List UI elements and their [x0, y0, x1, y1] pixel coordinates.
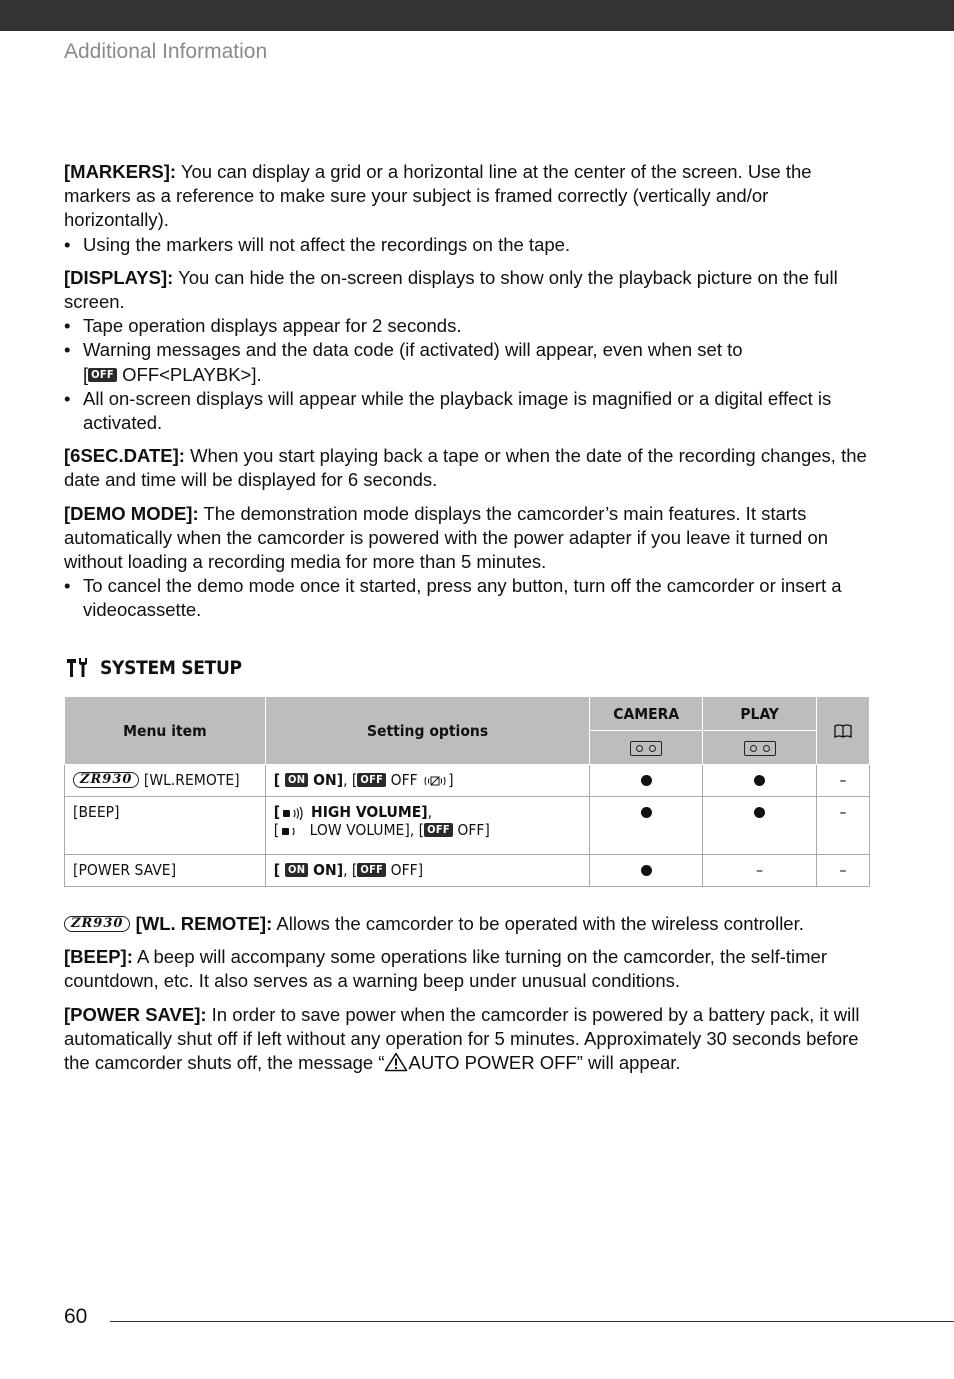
bracket: [ — [273, 803, 281, 821]
demo-label: [DEMO MODE]: — [64, 502, 199, 524]
header-camera: CAMERA — [590, 697, 703, 731]
camera-cell — [590, 765, 703, 797]
power-save-text-end: AUTO POWER OFF” will appear. — [408, 1052, 681, 1074]
beep-label: [BEEP]: — [64, 946, 133, 968]
options-cell — [265, 765, 590, 797]
header-menu-item: Menu item — [65, 697, 266, 765]
high-volume-icon — [280, 806, 306, 820]
off-badge-icon: OFF — [357, 773, 386, 787]
camera-cell — [590, 797, 703, 855]
demo-text: The demonstration mode displays the camcorder’s main features. It starts automatically when the camcorder is powered with the power adapter if you leave it turned on without loading a recording media for more than 5 minutes. — [64, 502, 829, 573]
sixsec-text: When you start playing back a tape or when the date of the recording changes, the date and time will be displayed for 6 seconds. — [64, 445, 867, 491]
on-badge-icon: ON — [285, 773, 308, 787]
top-bar — [0, 0, 954, 31]
markers-text: You can display a grid or a horizontal line at the center of the screen. Use the markers as a reference to make sure your subject is framed correctly (vertically and/or horizontally). — [64, 161, 812, 231]
tape-icon — [744, 741, 776, 756]
tape-icon — [630, 741, 662, 756]
available-dot-icon — [641, 807, 652, 818]
table-row — [65, 855, 870, 887]
menu-item-cell: [BEEP] — [65, 797, 266, 855]
header-play-tape — [703, 731, 817, 765]
list-item: • All on-screen displays will appear while the playback image is magnified or a digital effect is activated. — [64, 387, 870, 435]
bracket: ] — [448, 771, 454, 789]
demo-paragraph — [64, 502, 870, 575]
system-setup-icon — [64, 656, 92, 680]
displays-paragraph — [64, 266, 870, 314]
table-row — [65, 797, 870, 855]
lower-content — [64, 912, 874, 1084]
menu-item-label: [WL.REMOTE] — [143, 771, 240, 789]
header-play: PLAY — [703, 697, 817, 731]
play-cell — [703, 765, 817, 797]
sixsec-paragraph — [64, 444, 870, 492]
bullet-text: OFF<PLAYBK>]. — [116, 363, 262, 385]
markers-paragraph — [64, 160, 870, 233]
remote-sensor-icon — [422, 774, 448, 788]
beep-paragraph — [64, 945, 874, 993]
zr930-model-icon: ZR930 — [73, 772, 139, 788]
main-content — [64, 160, 870, 632]
wl-remote-label: [WL. REMOTE]: — [130, 913, 273, 934]
list-item: • To cancel the demo mode once it started, press any button, turn off the camcorder or insert a videocassette. — [64, 574, 870, 622]
warning-icon — [384, 1052, 408, 1072]
displays-bullets — [64, 314, 870, 435]
off-badge-icon: OFF — [88, 368, 117, 382]
low-volume-icon — [279, 824, 305, 838]
option-text: OFF] — [386, 861, 424, 879]
bracket-open: [ — [83, 363, 89, 385]
power-save-paragraph — [64, 1003, 874, 1076]
options-cell — [265, 797, 590, 855]
camera-cell — [590, 855, 703, 887]
ref-cell: – — [817, 855, 870, 887]
list-item — [64, 338, 870, 386]
footer-rule — [110, 1321, 954, 1322]
off-badge-icon: OFF — [357, 863, 386, 877]
list-item: • Tape operation displays appear for 2 seconds. — [64, 314, 870, 338]
bracket: [ — [273, 861, 281, 879]
header-setting-options: Setting options — [265, 697, 590, 765]
menu-item-cell — [65, 765, 266, 797]
power-save-text: In order to save power when the camcorder is powered by a battery pack, it will automatically shut off if left without any operation for 5 minutes. Approximately 30 seconds before the camcorder shuts off, the message “ — [64, 1003, 860, 1074]
separator: , [ — [343, 861, 358, 879]
power-save-label: [POWER SAVE]: — [64, 1003, 207, 1025]
system-setup-title: SYSTEM SETUP — [100, 657, 242, 679]
option-text: OFF — [386, 771, 418, 789]
option-text: ON] — [308, 771, 344, 789]
play-cell — [703, 797, 817, 855]
bracket: [ — [273, 771, 281, 789]
header-reference — [817, 697, 870, 765]
page-number: 60 — [64, 1305, 88, 1328]
bullet-text: Warning messages and the data code (if activated) will appear, even when set to — [83, 339, 743, 361]
on-badge-icon: ON — [285, 863, 308, 877]
table-row — [65, 765, 870, 797]
option-text: LOW VOLUME], [ — [305, 821, 425, 839]
available-dot-icon — [641, 865, 652, 876]
wl-remote-text: Allows the camcorder to be operated with the wireless controller. — [272, 913, 804, 934]
available-dot-icon — [754, 807, 765, 818]
available-dot-icon — [641, 775, 652, 786]
sixsec-label: [6SEC.DATE]: — [64, 445, 185, 467]
zr930-model-icon: ZR930 — [64, 916, 130, 932]
displays-text: You can hide the on-screen displays to show only the playback picture on the full screen. — [64, 266, 838, 313]
section-title: Additional Information — [64, 40, 268, 63]
system-setup-heading — [64, 656, 242, 680]
off-badge-icon: OFF — [424, 823, 453, 837]
ref-cell: – — [817, 797, 870, 855]
markers-bullets — [64, 233, 870, 257]
wl-remote-paragraph — [64, 912, 874, 936]
ref-cell: – — [817, 765, 870, 797]
separator: , [ — [343, 771, 358, 789]
options-cell — [265, 855, 590, 887]
list-item: • Using the markers will not affect the recordings on the tape. — [64, 233, 870, 257]
separator: , — [427, 803, 433, 821]
header-camera-tape — [590, 731, 703, 765]
markers-label: [MARKERS]: — [64, 161, 177, 182]
book-icon — [834, 724, 852, 738]
menu-item-cell: [POWER SAVE] — [65, 855, 266, 887]
displays-label: [DISPLAYS]: — [64, 266, 174, 288]
option-text: OFF] — [452, 821, 490, 839]
play-cell: – — [703, 855, 817, 887]
bracket: [ — [273, 821, 280, 839]
available-dot-icon — [754, 775, 765, 786]
option-text: ON] — [308, 861, 344, 879]
system-setup-table — [64, 696, 870, 887]
option-text: HIGH VOLUME] — [306, 803, 428, 821]
beep-text: A beep will accompany some operations like turning on the camcorder, the self-timer countdown, etc. It also serves as a warning beep under unusual conditions. — [64, 946, 827, 992]
demo-bullets — [64, 574, 870, 622]
